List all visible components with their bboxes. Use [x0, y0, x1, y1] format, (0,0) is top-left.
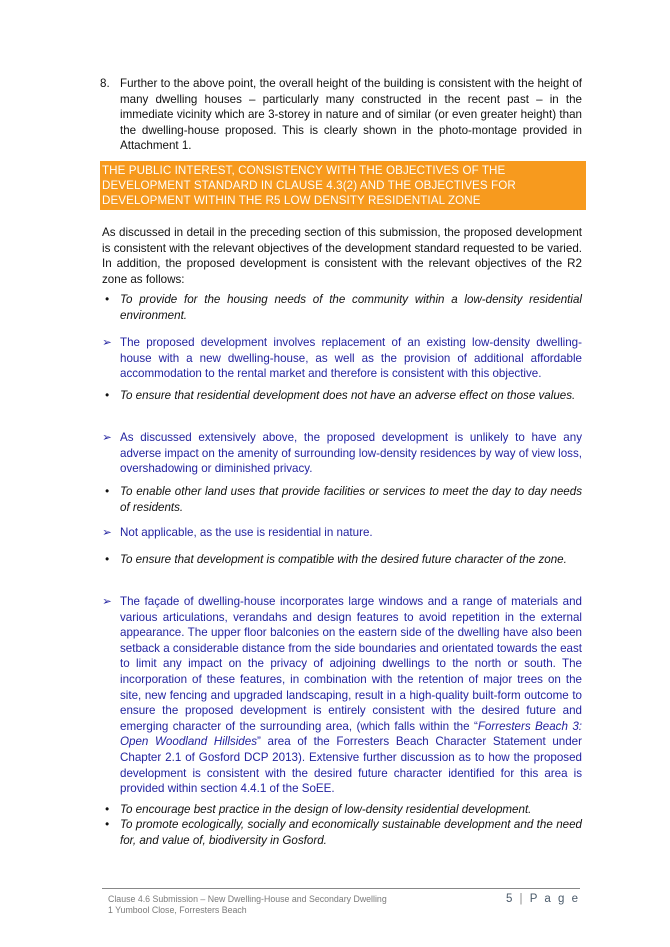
intro-paragraph: As discussed in detail in the preceding section of this submission, the proposed development is consistent with the relevant objectives of the development standard requested to be varied. In addition, the proposed development is consistent with the relevant objectives of the R2 zone as follows: [102, 226, 582, 286]
item-number: 8. [100, 77, 110, 90]
footer-address: 1 Yumbool Close, Forresters Beach [108, 905, 247, 915]
objective-bullet [104, 388, 582, 404]
response-bullet [102, 335, 582, 382]
objective-text: To ensure that development is compatible with the desired future character of the zone. [120, 553, 567, 566]
objective-text: To provide for the housing needs of the community within a low-density residential environment. [120, 293, 582, 322]
response-bullet [102, 430, 582, 477]
response-bullet [102, 594, 582, 797]
bullet-mark: • [104, 293, 110, 306]
objective-bullet [104, 552, 582, 568]
bullet-mark: • [104, 803, 110, 816]
objective-text: To encourage best practice in the design of low-density residential development. [120, 803, 532, 816]
character-area-name: Forresters Beach 3: Open Woodland Hillsides [120, 719, 582, 749]
objective-text: To ensure that residential development does not have an adverse effect on those values. [120, 389, 576, 402]
bullet-mark: • [104, 818, 110, 831]
response-text: Not applicable, as the use is residential in nature. [120, 526, 373, 539]
arrow-bullet-icon: ➢ [102, 336, 112, 349]
response-text: As discussed extensively above, the proposed development is unlikely to have any adverse impact on the amenity of surrounding low-density residences by way of view loss, overshadowing or diminished privacy. [120, 431, 582, 476]
objective-bullet [104, 484, 582, 515]
arrow-bullet-icon: ➢ [102, 595, 112, 608]
page-number: 5 [505, 893, 515, 905]
page-separator: | [519, 893, 525, 905]
page-word: P a g e [529, 893, 580, 905]
response-bullet [102, 525, 582, 541]
arrow-bullet-icon: ➢ [102, 431, 112, 444]
objective-bullet [104, 817, 582, 848]
footer-divider [102, 888, 580, 889]
objective-bullet [104, 292, 582, 323]
response-text: The façade of dwelling-house incorporates large windows and a range of materials and various articulations, verandahs and design features to avoid repetition in the external appearance. The upper floor balconies on the eastern side of the dwelling have also been setback a considerable distance from the side boundaries and orientated towards the east to limit any impact on the privacy of adjoining dwellings to the north or south. The incorporation of these features, in combination with the retention of major trees on the site, new fencing and upgraded landscaping, result in a high-quality built-form outcome to ensure the proposed development is entirely consistent with the desired future and emerging character of the surrounding area, (which falls within the “Forresters Beach 3: Open Woodland Hillsides” area of the Forresters Beach Character Statement under Chapter 2.1 of Gosford DCP 2013). Extensive further discussion as to how the proposed development is consistent with the desired future character identified for this area is provided within section 4.4.1 of the SoEE. [120, 595, 582, 796]
numbered-item-8 [100, 76, 582, 154]
bullet-mark: • [104, 553, 110, 566]
footer-document-info [108, 894, 468, 916]
footer-title: Clause 4.6 Submission – New Dwelling-House and Secondary Dwelling [108, 894, 387, 904]
section-heading: THE PUBLIC INTEREST, CONSISTENCY WITH THE OBJECTIVES OF THE DEVELOPMENT STANDARD IN CLAUSE 4.3(2) AND THE OBJECTIVES FOR DEVELOPMENT WITHIN THE R5 LOW DENSITY RESIDENTIAL ZONE [100, 161, 586, 210]
bullet-mark: • [104, 485, 110, 498]
response-text: The proposed development involves replacement of an existing low-density dwelling-house with a new dwelling-house, as well as the provision of additional affordable accommodation to the rental market and therefore is consistent with this objective. [120, 336, 582, 381]
bullet-mark: • [104, 389, 110, 402]
objective-text: To enable other land uses that provide facilities or services to meet the day to day needs of residents. [120, 485, 582, 514]
objective-text: To promote ecologically, socially and economically sustainable development and the need for, and value of, biodiversity in Gosford. [120, 818, 582, 847]
item-text: Further to the above point, the overall height of the building is consistent with the height of many dwelling houses – particularly many constructed in the recent past – in the immediate vicinity which are 3-storey in nature and of similar (or even greater height) than the dwelling-house proposed. This is clearly shown in the photo-montage provided in Attachment 1. [120, 77, 582, 153]
page-number-label [494, 893, 580, 905]
arrow-bullet-icon: ➢ [102, 526, 112, 539]
objective-bullet [104, 802, 582, 818]
